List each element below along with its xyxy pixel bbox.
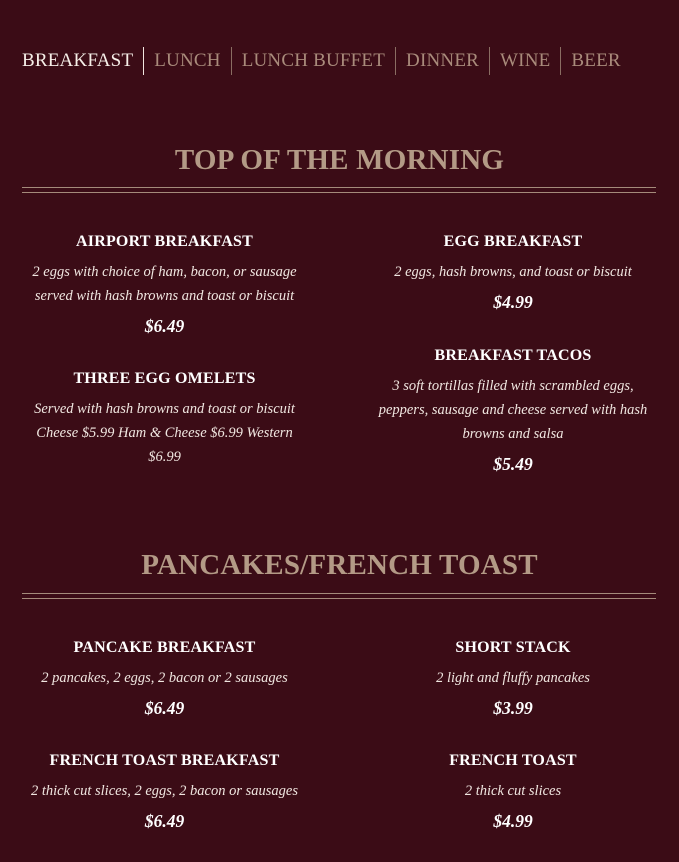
- item-description: 2 eggs with choice of ham, bacon, or sausage served with hash browns and toast or biscuit: [32, 264, 297, 304]
- item-name: THREE EGG OMELETS: [73, 370, 256, 387]
- item-name: FRENCH TOAST: [449, 752, 577, 769]
- menu-item-pancake-breakfast: [22, 638, 307, 718]
- item-description: 2 eggs, hash browns, and toast or biscuit: [394, 264, 632, 280]
- item-price: $6.49: [144, 698, 185, 718]
- menu-item-breakfast-tacos: [370, 346, 656, 474]
- menu-item-airport-breakfast: [22, 232, 307, 336]
- tab-lunch-buffet[interactable]: LUNCH BUFFET: [231, 47, 395, 75]
- menu-item-three-egg-omelets: [22, 369, 307, 469]
- menu-item-french-toast-breakfast: [22, 751, 307, 831]
- menu-item-french-toast: [370, 751, 656, 831]
- tab-breakfast[interactable]: BREAKFAST: [22, 50, 134, 71]
- tab-dinner[interactable]: DINNER: [395, 47, 489, 75]
- item-description: 2 pancakes, 2 eggs, 2 bacon or 2 sausages: [41, 670, 288, 686]
- item-price: $4.99: [493, 811, 533, 831]
- tab-beer[interactable]: BEER: [560, 47, 630, 75]
- item-price: $3.99: [493, 698, 533, 718]
- tab-wine[interactable]: WINE: [489, 47, 560, 75]
- section-divider: [22, 593, 656, 599]
- item-price: $6.49: [144, 316, 185, 336]
- item-description: 2 light and fluffy pancakes: [436, 670, 590, 686]
- item-name: BREAKFAST TACOS: [434, 347, 592, 364]
- menu-tabs: [22, 47, 631, 75]
- menu-item-short-stack: [370, 638, 656, 718]
- item-price: $5.49: [493, 454, 533, 474]
- item-name: PANCAKE BREAKFAST: [73, 639, 256, 656]
- item-price: $4.99: [493, 292, 533, 312]
- section-divider: [22, 187, 656, 193]
- section-title-pancakes-french-toast: PANCAKES/FRENCH TOAST: [141, 549, 538, 581]
- item-name: EGG BREAKFAST: [443, 233, 583, 250]
- item-description: 3 soft tortillas filled with scrambled eggs, peppers, sausage and cheese served with hash browns and salsa: [378, 378, 648, 442]
- item-description: 2 thick cut slices: [464, 783, 562, 799]
- menu-item-egg-breakfast: [370, 232, 656, 312]
- tab-lunch[interactable]: LUNCH: [143, 47, 230, 75]
- item-name: SHORT STACK: [455, 639, 571, 656]
- item-name: AIRPORT BREAKFAST: [76, 233, 253, 250]
- section-title-top-of-the-morning: TOP OF THE MORNING: [174, 144, 505, 176]
- item-price: $6.49: [144, 811, 185, 831]
- item-name: FRENCH TOAST BREAKFAST: [49, 752, 280, 769]
- item-description: 2 thick cut slices, 2 eggs, 2 bacon or sausages: [30, 783, 298, 799]
- item-description: Served with hash browns and toast or biscuit Cheese $5.99 Ham & Cheese $6.99 Western $6.99: [34, 401, 295, 465]
